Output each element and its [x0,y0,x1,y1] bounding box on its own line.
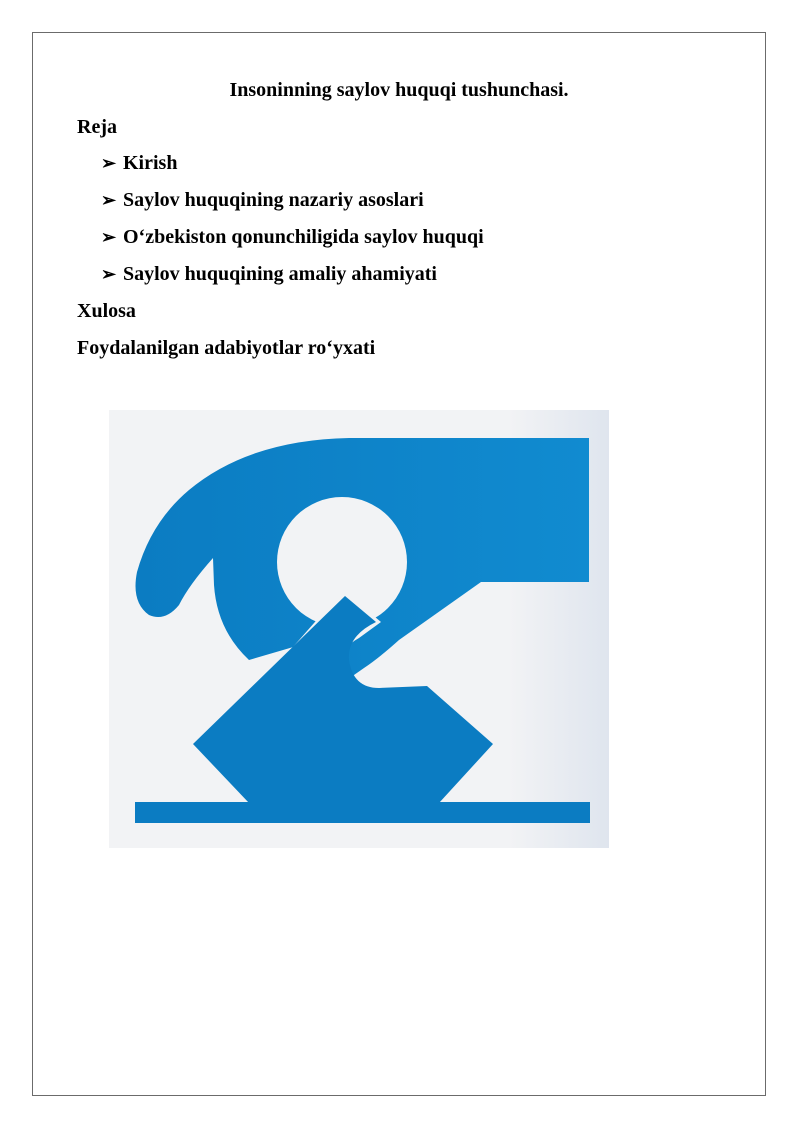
hand-ballot-box-icon [109,410,609,848]
document-title: Insoninning saylov huquqi tushunchasi. [229,79,569,101]
arrow-bullet-icon: ➢ [101,190,117,210]
plan-item-label: O‘zbekiston qonunchiligida saylov huquqi [123,226,484,248]
plan-item-label: Saylov huquqining nazariy asoslari [123,189,424,211]
conclusion-heading: Xulosa [77,300,136,322]
document-page [32,32,766,1096]
plan-item-label: Kirish [123,152,178,174]
arrow-bullet-icon: ➢ [101,227,117,247]
plan-item-label: Saylov huquqining amaliy ahamiyati [123,263,437,285]
plan-list [101,151,484,299]
arrow-bullet-icon: ➢ [101,153,117,173]
plan-item [101,151,484,188]
references-heading: Foydalanilgan adabiyotlar ro‘yxati [77,337,376,359]
plan-item [101,225,484,262]
plan-item [101,188,484,225]
arrow-bullet-icon: ➢ [101,264,117,284]
plan-item [101,262,484,299]
plan-heading: Reja [77,116,117,138]
ballot-box-base [135,802,590,823]
